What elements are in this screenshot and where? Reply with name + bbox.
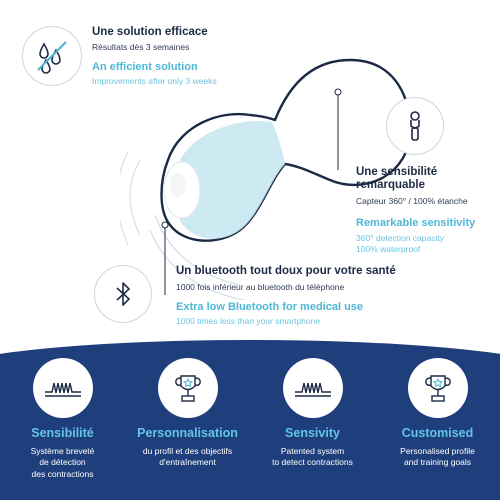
bottom-col-4-desc: Personalised profile and training goals	[400, 446, 475, 468]
feature-1-title-fr: Une solution efficace	[92, 26, 208, 38]
no-leak-drops-icon	[22, 26, 82, 86]
trophy-icon	[158, 358, 218, 418]
feature-3-sub-fr: 1000 fois inférieur au bluetooth du téléphone	[176, 282, 345, 293]
feature-2-sub-en-1: 360° detection capacity	[356, 232, 444, 243]
bottom-col-1-title: Sensibilité	[31, 426, 94, 440]
feature-3-sub-en: 1000 times less than your smartphone	[176, 316, 321, 327]
bottom-col-1	[0, 358, 125, 480]
feature-1-sub-fr: Résultats dès 3 semaines	[92, 42, 190, 53]
bottom-col-3-desc: Patented system to detect contractions	[272, 446, 353, 468]
bottom-col-2-desc: du profil et des objectifs d'entraînement	[142, 446, 233, 468]
bottom-col-3-title: Sensivity	[285, 426, 340, 440]
feature-3-title-en: Extra low Bluetooth for medical use	[176, 301, 364, 314]
feature-1-sub-en: Improvements after only 3 weeks	[92, 76, 217, 87]
bluetooth-icon	[94, 265, 152, 323]
bottom-col-4	[375, 358, 500, 469]
feature-1-title-en: An efficient solution	[92, 61, 198, 74]
pulse-wave-icon	[283, 358, 343, 418]
bottom-col-2-title: Personnalisation	[137, 426, 238, 440]
pulse-wave-icon	[33, 358, 93, 418]
sensor-probe-icon	[386, 97, 444, 155]
feature-3-title-fr: Un bluetooth tout doux pour votre santé	[176, 265, 396, 277]
feature-2-title-en: Remarkable sensitivity	[356, 217, 476, 230]
trophy-icon	[408, 358, 468, 418]
bottom-col-1-desc: Système breveté de détection des contractions	[30, 446, 95, 479]
bottom-col-2	[125, 358, 250, 469]
feature-2-title-fr: Une sensibilité remarquable	[356, 166, 438, 192]
feature-2-sub-fr: Capteur 360° / 100% étanche	[356, 196, 468, 207]
bottom-col-3	[250, 358, 375, 469]
bottom-col-4-title: Customised	[401, 426, 474, 440]
feature-2-sub-en-2: 100% waterproof	[356, 243, 421, 254]
